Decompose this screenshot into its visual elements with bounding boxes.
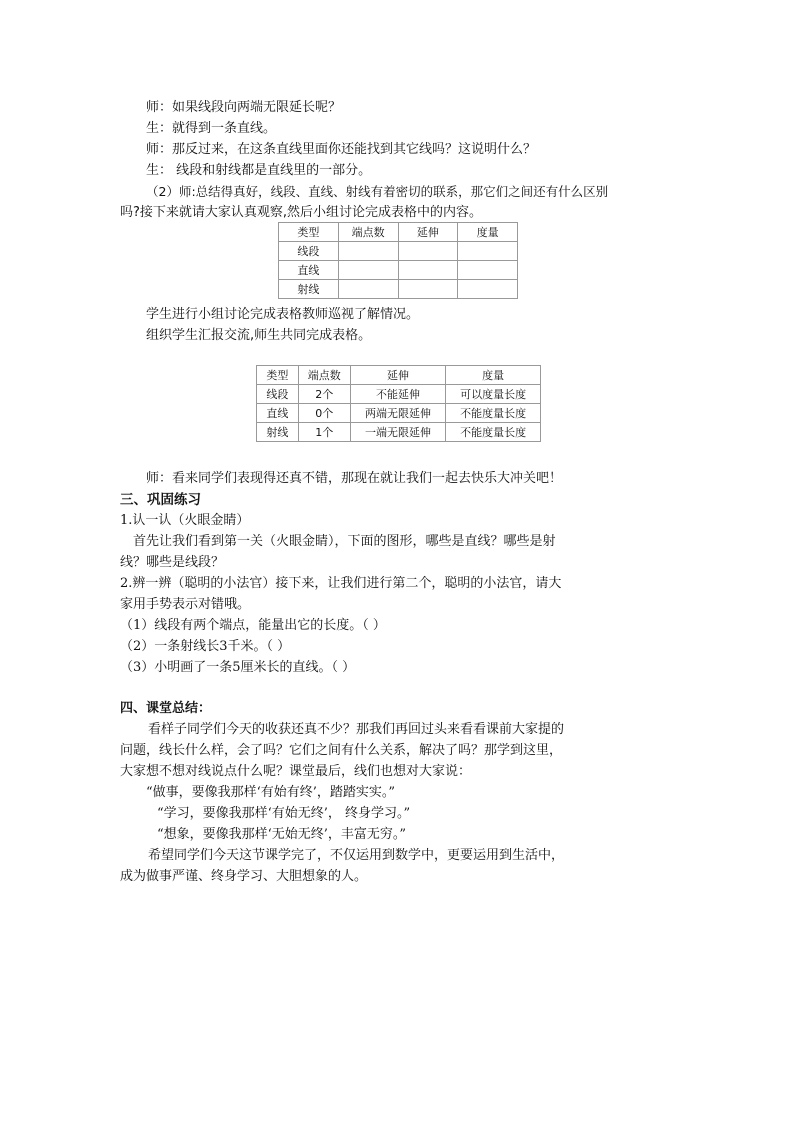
- section3-item2-title: 2.辨一辨（聪明的小法官）接下来，让我们进行第二个，聪明的小法官，请大: [120, 576, 562, 591]
- table-header-row: [257, 366, 541, 385]
- table-cell: 2个: [298, 385, 350, 404]
- summary-p2-line1: 希望同学们今天这节课学完了，不仅运用到数学中，更要运用到生活中，: [148, 848, 565, 863]
- header-cell: 端点数: [338, 223, 398, 242]
- para2-line-1: （2）师:总结得真好，线段、直线、射线有着密切的联系，那它们之间还有什么区别: [146, 184, 609, 199]
- table-row: [257, 385, 541, 404]
- header-cell: 延伸: [398, 223, 458, 242]
- summary-p1-line3: 大家想不想对线说点什么呢？课堂最后，线们也想对大家说：: [120, 764, 472, 779]
- table-empty: [278, 222, 518, 299]
- question-1: （1）线段有两个端点，能量出它的长度。（ ）: [120, 618, 386, 633]
- table-row: [279, 261, 518, 280]
- dialogue-line-1: 师：如果线段向两端无限延长呢？: [146, 100, 342, 115]
- table-cell: [398, 261, 458, 280]
- table-cell: [398, 242, 458, 261]
- header-cell: 延伸: [350, 366, 446, 385]
- table-cell: 1个: [298, 423, 350, 442]
- table-row: [279, 242, 518, 261]
- after-table1-line-2: 组织学生汇报交流,师生共同完成表格。: [146, 328, 372, 343]
- dialogue-line-4: 生： 线段和射线都是直线里的一部分。: [146, 163, 372, 178]
- table-row: [279, 280, 518, 299]
- para2-line-2: 吗?接下来就请大家认真观察,然后小组讨论完成表格中的内容。: [120, 205, 483, 220]
- table-cell: 不能度量长度: [446, 404, 541, 423]
- header-cell: 端点数: [298, 366, 350, 385]
- table-cell: 不能度量长度: [446, 423, 541, 442]
- table-cell: 一端无限延伸: [350, 423, 446, 442]
- quote-2: “学习，要像我那样‘有始无终’， 终身学习。”: [157, 806, 411, 821]
- section3-item2-line2: 家用手势表示对错哦。: [120, 597, 251, 612]
- quote-3: “想象，要像我那样‘无始无终’，丰富无穷。”: [157, 827, 407, 842]
- question-3: （3）小明画了一条5厘米长的直线。（ ）: [120, 660, 356, 675]
- table-cell: 两端无限延伸: [350, 404, 446, 423]
- table-cell: 直线: [279, 261, 339, 280]
- table-cell: [398, 280, 458, 299]
- table-cell: [338, 242, 398, 261]
- table-cell: 线段: [279, 242, 339, 261]
- section4-title: 四、课堂总结：: [120, 701, 212, 716]
- table-row: [257, 423, 541, 442]
- teacher-line: 师：看来同学们表现得还真不错，那现在就让我们一起去快乐大冲关吧！: [146, 471, 563, 486]
- table-cell: 0个: [298, 404, 350, 423]
- table-cell: [338, 261, 398, 280]
- section3-title: 三、巩固练习: [120, 492, 201, 508]
- after-table1-line-1: 学生进行小组讨论完成表格教师巡视了解情况。: [146, 307, 420, 322]
- summary-p1-line1: 看样子同学们今天的收获还真不少？那我们再回过头来看看课前大家提的: [148, 722, 565, 737]
- table-cell: [338, 280, 398, 299]
- section3-item1-title: 1.认一认（火眼金睛）: [120, 513, 250, 528]
- dialogue-line-3: 师：那反过来，在这条直线里面你还能找到其它线吗？这说明什么？: [146, 142, 537, 157]
- table-cell: 直线: [257, 404, 299, 423]
- quote-1: “做事，要像我那样‘有始有终’，踏踏实实。”: [146, 785, 396, 800]
- header-cell: 类型: [279, 223, 339, 242]
- table-cell: 可以度量长度: [446, 385, 541, 404]
- summary-p2-line2: 成为做事严谨、终身学习、大胆想象的人。: [120, 869, 368, 884]
- header-cell: 度量: [446, 366, 541, 385]
- question-2: （2）一条射线长3千米。（ ）: [120, 639, 291, 654]
- table-header-row: [279, 223, 518, 242]
- header-cell: 类型: [257, 366, 299, 385]
- table-row: [257, 404, 541, 423]
- table-cell: [458, 242, 518, 261]
- section3-item1-line2: 线？哪些是线段？: [120, 555, 225, 570]
- table-cell: [458, 261, 518, 280]
- table-cell: 线段: [257, 385, 299, 404]
- table-cell: [458, 280, 518, 299]
- summary-p1-line2: 问题，线长什么样，会了吗？它们之间有什么关系，解决了吗？那学到这里，: [120, 743, 563, 758]
- table-filled: [256, 365, 541, 442]
- table-cell: 射线: [257, 423, 299, 442]
- table-cell: 不能延伸: [350, 385, 446, 404]
- dialogue-line-2: 生：就得到一条直线。: [146, 121, 277, 136]
- section3-item1-line1: 首先让我们看到第一关（火眼金睛），下面的图形，哪些是直线？哪些是射: [133, 534, 556, 549]
- table-cell: 射线: [279, 280, 339, 299]
- header-cell: 度量: [458, 223, 518, 242]
